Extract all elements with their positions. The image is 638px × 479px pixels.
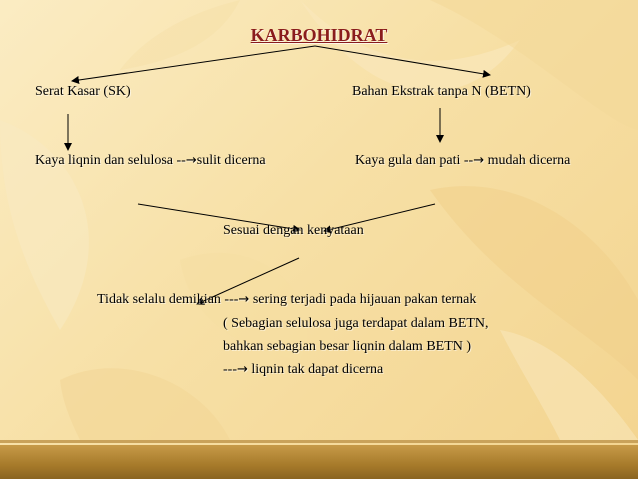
footer-band-decoration bbox=[0, 445, 638, 479]
right-arrow-icon: → bbox=[238, 292, 250, 307]
note-line-1 bbox=[97, 292, 476, 308]
note-line-4 bbox=[223, 362, 383, 378]
right-arrow-icon: → bbox=[185, 153, 197, 168]
note-line-3: bahkan sebagian besar liqnin dalam BETN ) bbox=[223, 339, 472, 354]
serat-kasar-desc-result: sulit dicerna bbox=[196, 153, 266, 168]
note-line-2: ( Sebagian selulosa juga terdapat dalam BETN, bbox=[223, 316, 489, 331]
note-line-4-prefix: --- bbox=[223, 362, 237, 377]
note-line-1-rest: sering terjadi pada hijauan pakan ternak bbox=[249, 292, 477, 307]
node-serat-kasar: Serat Kasar (SK) bbox=[35, 84, 131, 99]
node-betn-description bbox=[355, 153, 570, 169]
footer-line-decoration bbox=[0, 440, 638, 443]
node-betn: Bahan Ekstrak tanpa N (BETN) bbox=[352, 84, 531, 99]
note-line-4-rest: liqnin tak dapat dicerna bbox=[247, 362, 384, 377]
right-arrow-icon: → bbox=[473, 153, 485, 168]
node-conclusion: Sesuai dengan kenyataan bbox=[223, 223, 364, 238]
betn-desc-prefix: Kaya gula dan pati -- bbox=[355, 153, 474, 168]
betn-desc-result: mudah dicerna bbox=[484, 153, 571, 168]
right-arrow-icon: → bbox=[237, 362, 248, 377]
note-line-1-prefix: Tidak selalu demikian --- bbox=[97, 292, 239, 307]
node-serat-kasar-description bbox=[35, 153, 266, 169]
arrow-title-to-serat-kasar bbox=[72, 46, 315, 81]
serat-kasar-desc-prefix: Kaya liqnin dan selulosa -- bbox=[35, 153, 186, 168]
arrow-title-to-betn bbox=[315, 46, 490, 75]
page-title: KARBOHIDRAT bbox=[250, 25, 388, 45]
